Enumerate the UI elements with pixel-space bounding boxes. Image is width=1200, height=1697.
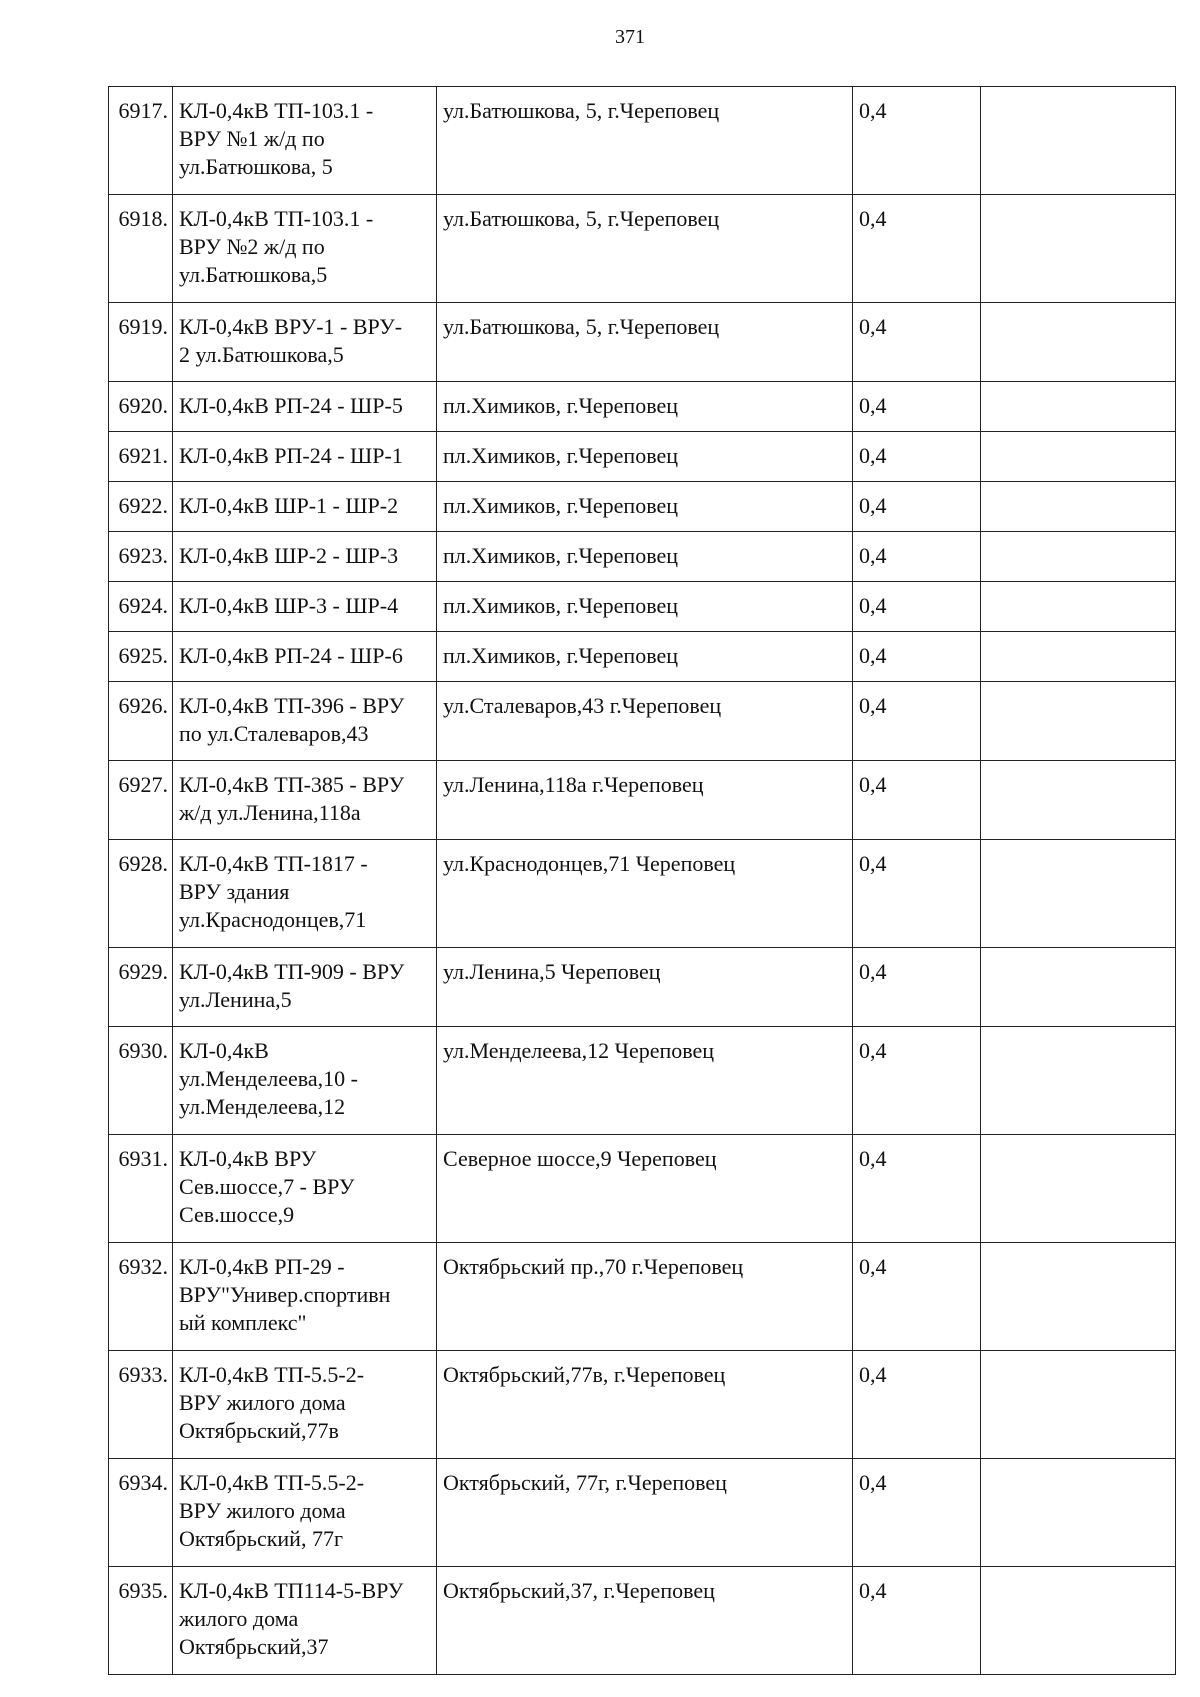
voltage-cell: 0,4	[853, 632, 981, 682]
empty-cell	[981, 382, 1176, 432]
line-name-text: КЛ-0,4кВ ШР-1 - ШР-2	[179, 493, 399, 518]
line-name-text: КЛ-0,4кВ ТП-385 - ВРУ	[179, 772, 405, 797]
table-row	[109, 1459, 1176, 1567]
table-row	[109, 532, 1176, 582]
address-cell: ул.Батюшкова, 5, г.Череповец	[437, 195, 853, 303]
row-number: 6933.	[109, 1351, 173, 1459]
line-name-text: КЛ-0,4кВ РП-24 - ШР-6	[179, 643, 403, 668]
voltage-cell: 0,4	[853, 1027, 981, 1135]
table-row	[109, 1027, 1176, 1135]
row-number: 6934.	[109, 1459, 173, 1567]
line-name-text: КЛ-0,4кВ РП-24 - ШР-5	[179, 393, 403, 418]
table-row	[109, 840, 1176, 948]
row-number: 6921.	[109, 432, 173, 482]
line-name-text: КЛ-0,4кВ ВРУ-1 - ВРУ-	[179, 314, 403, 339]
table-row	[109, 87, 1176, 195]
line-name-text: КЛ-0,4кВ ТП-103.1 -	[179, 206, 374, 231]
address-cell: ул.Батюшкова, 5, г.Череповец	[437, 87, 853, 195]
line-name-text: ул.Батюшкова, 5	[179, 154, 333, 179]
row-number: 6920.	[109, 382, 173, 432]
address-cell: Октябрьский,77в, г.Череповец	[437, 1351, 853, 1459]
address-cell: пл.Химиков, г.Череповец	[437, 532, 853, 582]
line-name-cell	[173, 382, 437, 432]
line-name-text: КЛ-0,4кВ ТП-5.5-2-	[179, 1362, 365, 1387]
row-number: 6917.	[109, 87, 173, 195]
row-number: 6935.	[109, 1567, 173, 1675]
voltage-cell: 0,4	[853, 382, 981, 432]
line-name-text: ВРУ здания	[179, 879, 290, 904]
line-name-cell	[173, 682, 437, 761]
line-name-text: КЛ-0,4кВ РП-24 - ШР-1	[179, 443, 403, 468]
row-number: 6930.	[109, 1027, 173, 1135]
table-row	[109, 482, 1176, 532]
line-name-text: ж/д ул.Ленина,118а	[179, 800, 361, 825]
voltage-cell: 0,4	[853, 1567, 981, 1675]
voltage-cell: 0,4	[853, 1135, 981, 1243]
empty-cell	[981, 195, 1176, 303]
line-name-text: ул.Батюшкова,5	[179, 262, 328, 287]
address-cell: пл.Химиков, г.Череповец	[437, 582, 853, 632]
address-cell: Октябрьский,37, г.Череповец	[437, 1567, 853, 1675]
line-name-cell	[173, 1135, 437, 1243]
row-number: 6925.	[109, 632, 173, 682]
table-row	[109, 303, 1176, 382]
voltage-cell: 0,4	[853, 87, 981, 195]
address-cell: ул.Ленина,118а г.Череповец	[437, 761, 853, 840]
line-name-text: Октябрьский, 77г	[179, 1526, 343, 1551]
line-name-cell	[173, 1459, 437, 1567]
voltage-cell: 0,4	[853, 432, 981, 482]
line-name-cell	[173, 582, 437, 632]
line-name-cell	[173, 761, 437, 840]
line-name-cell	[173, 632, 437, 682]
page-number: 371	[615, 26, 645, 48]
line-name-text: КЛ-0,4кВ ТП-396 - ВРУ	[179, 693, 405, 718]
line-name-text: ВРУ №2 ж/д по	[179, 234, 325, 259]
line-name-cell	[173, 432, 437, 482]
table-body	[109, 87, 1176, 1675]
voltage-cell: 0,4	[853, 948, 981, 1027]
line-name-cell	[173, 532, 437, 582]
address-cell: ул.Краснодонцев,71 Череповец	[437, 840, 853, 948]
line-name-text: ул.Менделеева,10 -	[179, 1066, 358, 1091]
line-name-text: КЛ-0,4кВ ШР-3 - ШР-4	[179, 593, 399, 618]
table-row	[109, 948, 1176, 1027]
line-name-cell	[173, 840, 437, 948]
empty-cell	[981, 682, 1176, 761]
line-name-cell	[173, 1351, 437, 1459]
table-row	[109, 761, 1176, 840]
line-name-text: КЛ-0,4кВ ТП-5.5-2-	[179, 1470, 365, 1495]
line-name-text: ВРУ жилого дома	[179, 1498, 346, 1523]
empty-cell	[981, 582, 1176, 632]
empty-cell	[981, 482, 1176, 532]
voltage-cell: 0,4	[853, 1243, 981, 1351]
voltage-cell: 0,4	[853, 1459, 981, 1567]
line-name-text: КЛ-0,4кВ ТП-909 - ВРУ	[179, 959, 405, 984]
line-name-text: Октябрьский,37	[179, 1634, 329, 1659]
voltage-cell: 0,4	[853, 1351, 981, 1459]
voltage-cell: 0,4	[853, 532, 981, 582]
line-name-cell	[173, 482, 437, 532]
address-cell: Северное шоссе,9 Череповец	[437, 1135, 853, 1243]
voltage-cell: 0,4	[853, 761, 981, 840]
line-name-cell	[173, 303, 437, 382]
row-number: 6922.	[109, 482, 173, 532]
line-name-text: Сев.шоссе,9	[179, 1202, 295, 1227]
table-row	[109, 1567, 1176, 1675]
table-row	[109, 1243, 1176, 1351]
address-cell: Октябрьский, 77г, г.Череповец	[437, 1459, 853, 1567]
empty-cell	[981, 1567, 1176, 1675]
empty-cell	[981, 1027, 1176, 1135]
row-number: 6932.	[109, 1243, 173, 1351]
row-number: 6918.	[109, 195, 173, 303]
voltage-cell: 0,4	[853, 582, 981, 632]
row-number: 6923.	[109, 532, 173, 582]
table-row	[109, 382, 1176, 432]
voltage-cell: 0,4	[853, 682, 981, 761]
cable-lines-table	[108, 86, 1176, 1675]
table-row	[109, 1351, 1176, 1459]
row-number: 6928.	[109, 840, 173, 948]
row-number: 6926.	[109, 682, 173, 761]
address-cell: Октябрьский пр.,70 г.Череповец	[437, 1243, 853, 1351]
voltage-cell: 0,4	[853, 482, 981, 532]
line-name-text: жилого дома	[179, 1606, 299, 1631]
line-name-cell	[173, 1027, 437, 1135]
line-name-text: ул.Ленина,5	[179, 987, 292, 1012]
voltage-cell: 0,4	[853, 303, 981, 382]
empty-cell	[981, 840, 1176, 948]
row-number: 6919.	[109, 303, 173, 382]
line-name-cell	[173, 948, 437, 1027]
line-name-text: 2 ул.Батюшкова,5	[179, 342, 344, 367]
address-cell: ул.Менделеева,12 Череповец	[437, 1027, 853, 1135]
table-row	[109, 632, 1176, 682]
line-name-text: ул.Краснодонцев,71	[179, 907, 367, 932]
table-row	[109, 682, 1176, 761]
line-name-text: КЛ-0,4кВ РП-29 -	[179, 1254, 345, 1279]
line-name-text: Октябрьский,77в	[179, 1418, 339, 1443]
table-row	[109, 432, 1176, 482]
line-name-text: КЛ-0,4кВ ТП-103.1 -	[179, 98, 374, 123]
empty-cell	[981, 1351, 1176, 1459]
voltage-cell: 0,4	[853, 840, 981, 948]
address-cell: ул.Сталеваров,43 г.Череповец	[437, 682, 853, 761]
table-row	[109, 1135, 1176, 1243]
empty-cell	[981, 87, 1176, 195]
line-name-cell	[173, 1567, 437, 1675]
row-number: 6929.	[109, 948, 173, 1027]
line-name-cell	[173, 1243, 437, 1351]
line-name-text: КЛ-0,4кВ	[179, 1038, 269, 1063]
address-cell: пл.Химиков, г.Череповец	[437, 382, 853, 432]
row-number: 6924.	[109, 582, 173, 632]
line-name-text: КЛ-0,4кВ ШР-2 - ШР-3	[179, 543, 399, 568]
line-name-text: ый комплекс"	[179, 1310, 307, 1335]
line-name-text: ВРУ"Универ.спортивн	[179, 1282, 391, 1307]
line-name-text: ул.Менделеева,12	[179, 1094, 346, 1119]
empty-cell	[981, 432, 1176, 482]
empty-cell	[981, 632, 1176, 682]
line-name-text: КЛ-0,4кВ ТП-1817 -	[179, 851, 368, 876]
empty-cell	[981, 1135, 1176, 1243]
line-name-text: КЛ-0,4кВ ВРУ	[179, 1146, 317, 1171]
empty-cell	[981, 761, 1176, 840]
line-name-text: по ул.Сталеваров,43	[179, 721, 369, 746]
row-number: 6931.	[109, 1135, 173, 1243]
line-name-text: Сев.шоссе,7 - ВРУ	[179, 1174, 355, 1199]
row-number: 6927.	[109, 761, 173, 840]
address-cell: пл.Химиков, г.Череповец	[437, 632, 853, 682]
address-cell: ул.Ленина,5 Череповец	[437, 948, 853, 1027]
table-row	[109, 195, 1176, 303]
line-name-text: ВРУ №1 ж/д по	[179, 126, 325, 151]
empty-cell	[981, 303, 1176, 382]
empty-cell	[981, 1243, 1176, 1351]
line-name-cell	[173, 195, 437, 303]
line-name-text: ВРУ жилого дома	[179, 1390, 346, 1415]
empty-cell	[981, 948, 1176, 1027]
empty-cell	[981, 1459, 1176, 1567]
address-cell: пл.Химиков, г.Череповец	[437, 482, 853, 532]
address-cell: ул.Батюшкова, 5, г.Череповец	[437, 303, 853, 382]
address-cell: пл.Химиков, г.Череповец	[437, 432, 853, 482]
table-row	[109, 582, 1176, 632]
line-name-text: КЛ-0,4кВ ТП114-5-ВРУ	[179, 1578, 404, 1603]
line-name-cell	[173, 87, 437, 195]
voltage-cell: 0,4	[853, 195, 981, 303]
empty-cell	[981, 532, 1176, 582]
